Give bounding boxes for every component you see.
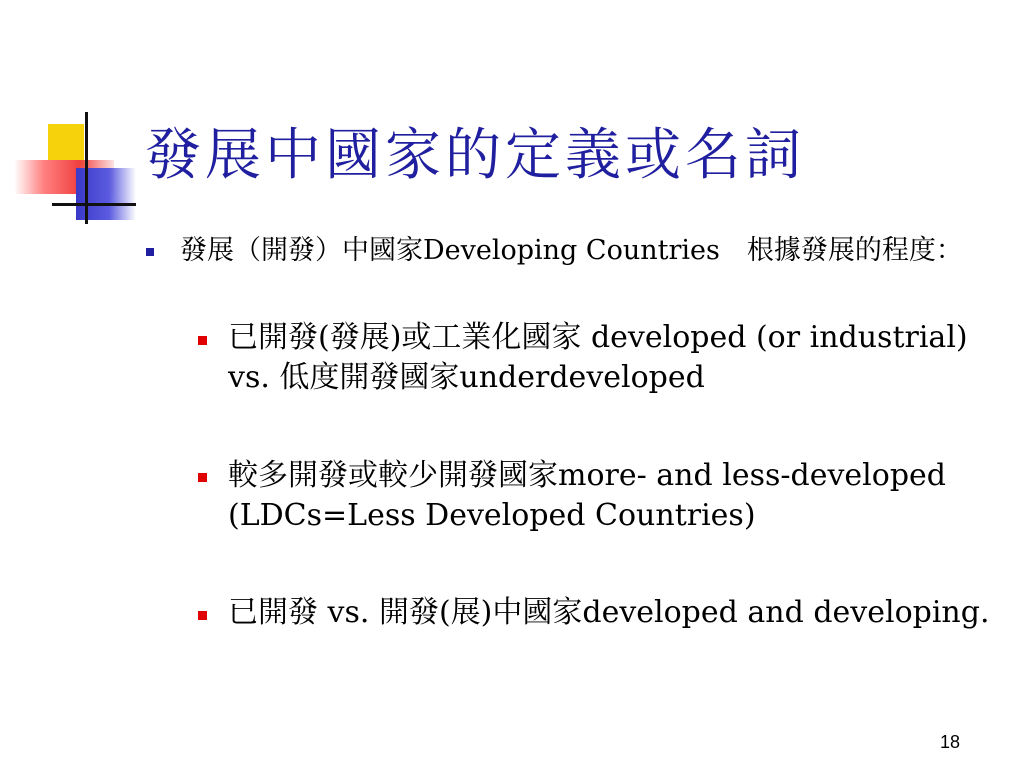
sub-bullet-marker	[198, 336, 207, 345]
decorative-horizontal-line	[52, 203, 136, 206]
sub-bullet-text: 已開發(發展)或工業化國家 developed (or industrial) vs. 低度開發國家underdeveloped	[228, 320, 968, 395]
bullet-marker	[146, 248, 154, 256]
sub-bullet-marker	[198, 611, 207, 620]
page-number: 18	[940, 732, 961, 752]
sub-bullet-text: 較多開發或較少開發國家more- and less-developed (LDCs=Less Developed Countries)	[228, 458, 946, 533]
sub-bullet-marker	[198, 473, 207, 482]
sub-bullet-text: 已開發 vs. 開發(展)中國家developed and developing.	[228, 595, 990, 630]
slide-title: 發展中國家的定義或名詞	[145, 123, 805, 188]
decorative-vertical-line	[85, 112, 88, 224]
bullet-text: 發展（開發）中國家Developing Countries 根據發展的程度：	[180, 235, 963, 266]
